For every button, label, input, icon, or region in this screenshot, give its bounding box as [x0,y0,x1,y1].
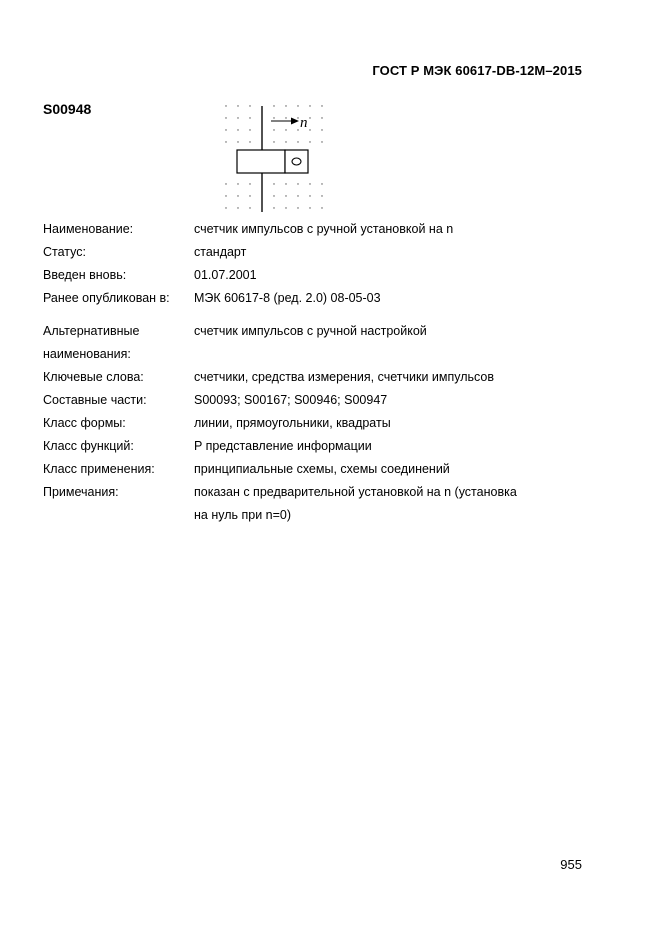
grid-dot [321,129,322,130]
attribute-value: стандарт [194,245,247,259]
grid-dot [225,195,226,196]
grid-dot [309,117,310,118]
grid-dot [237,129,238,130]
grid-dot [321,195,322,196]
grid-dot [309,195,310,196]
grid-dot [237,105,238,106]
grid-dot [321,141,322,142]
grid-dot [285,129,286,130]
grid-dot [225,117,226,118]
grid-dot [225,105,226,106]
attribute-label: Альтернативные наименования: [43,324,140,361]
grid-dot [297,105,298,106]
grid-dot [237,141,238,142]
grid-dot [285,183,286,184]
counter-rectangle [237,150,285,173]
grid-dot [249,183,250,184]
attribute-value: линии, прямоугольники, квадраты [194,416,391,430]
grid-dot [249,105,250,106]
attribute-row [43,320,583,366]
grid-dot [297,141,298,142]
grid-dot [309,129,310,130]
grid-dot [285,207,286,208]
grid-dot [321,105,322,106]
attribute-value: МЭК 60617-8 (ред. 2.0) 08-05-03 [194,291,381,305]
grid-dot [237,183,238,184]
attribute-value: счетчик импульсов с ручной настройкой [194,324,427,338]
attribute-label: Составные части: [43,393,147,407]
attribute-row [43,218,583,241]
grid-dot [237,207,238,208]
document-header: ГОСТ Р МЭК 60617-DB-12M–2015 [372,63,582,78]
attribute-label: Примечания: [43,485,119,499]
grid-dot [297,129,298,130]
grid-dot [309,207,310,208]
grid-dot [297,207,298,208]
counter-symbol-graphic [220,98,330,216]
symbol-code: S00948 [43,101,92,117]
grid-dot [273,105,274,106]
grid-dot [273,207,274,208]
attribute-label: Наименование: [43,222,134,236]
grid-dot [309,105,310,106]
grid-dot [321,183,322,184]
grid-dot [297,117,298,118]
grid-dot [297,195,298,196]
grid-dot [249,207,250,208]
attribute-value: счетчик импульсов с ручной установкой на n [194,222,454,236]
attribute-row [43,481,583,527]
grid-dot [273,141,274,142]
grid-dot [225,141,226,142]
attribute-row [43,412,583,435]
attribute-row [43,389,583,412]
grid-dot [285,141,286,142]
attribute-row [43,264,583,287]
attribute-value: показан с предварительной установкой на n (установка на нуль при n=0) [194,485,517,522]
grid-dot [225,129,226,130]
grid-dot [321,117,322,118]
attribute-row [43,435,583,458]
grid-dot [273,129,274,130]
page-number: 955 [560,857,582,872]
grid-dot [249,129,250,130]
preset-label-n: n [300,115,308,131]
grid-dot [285,105,286,106]
attribute-label: Ранее опубликован в: [43,291,170,305]
attribute-label: Введен вновь: [43,268,127,282]
attribute-table [43,218,583,527]
grid-dot [249,141,250,142]
grid-dot [309,141,310,142]
grid-dot [273,195,274,196]
grid-dot [297,183,298,184]
attribute-row [43,458,583,481]
attribute-label: Статус: [43,245,86,259]
grid-dot [237,117,238,118]
grid-dot [273,117,274,118]
attribute-label: Ключевые слова: [43,370,144,384]
attribute-row [43,241,583,264]
grid-dot [249,117,250,118]
grid-dot [285,195,286,196]
attribute-value: P представление информации [194,439,372,453]
manual-control-square [285,150,308,173]
attribute-label: Класс функций: [43,439,134,453]
grid-dot [237,195,238,196]
attribute-row [43,366,583,389]
attribute-row [43,287,583,310]
attribute-value: S00093; S00167; S00946; S00947 [194,393,388,407]
attribute-label: Класс применения: [43,462,155,476]
attribute-label: Класс формы: [43,416,126,430]
grid-dot [249,195,250,196]
attribute-value: принципиальные схемы, схемы соединений [194,462,450,476]
grid-dot [321,207,322,208]
attribute-value: счетчики, средства измерения, счетчики импульсов [194,370,495,384]
attribute-value: 01.07.2001 [194,268,257,282]
grid-dot [225,207,226,208]
grid-dot [285,117,286,118]
grid-dot [273,183,274,184]
grid-dot [309,183,310,184]
grid-dot [225,183,226,184]
